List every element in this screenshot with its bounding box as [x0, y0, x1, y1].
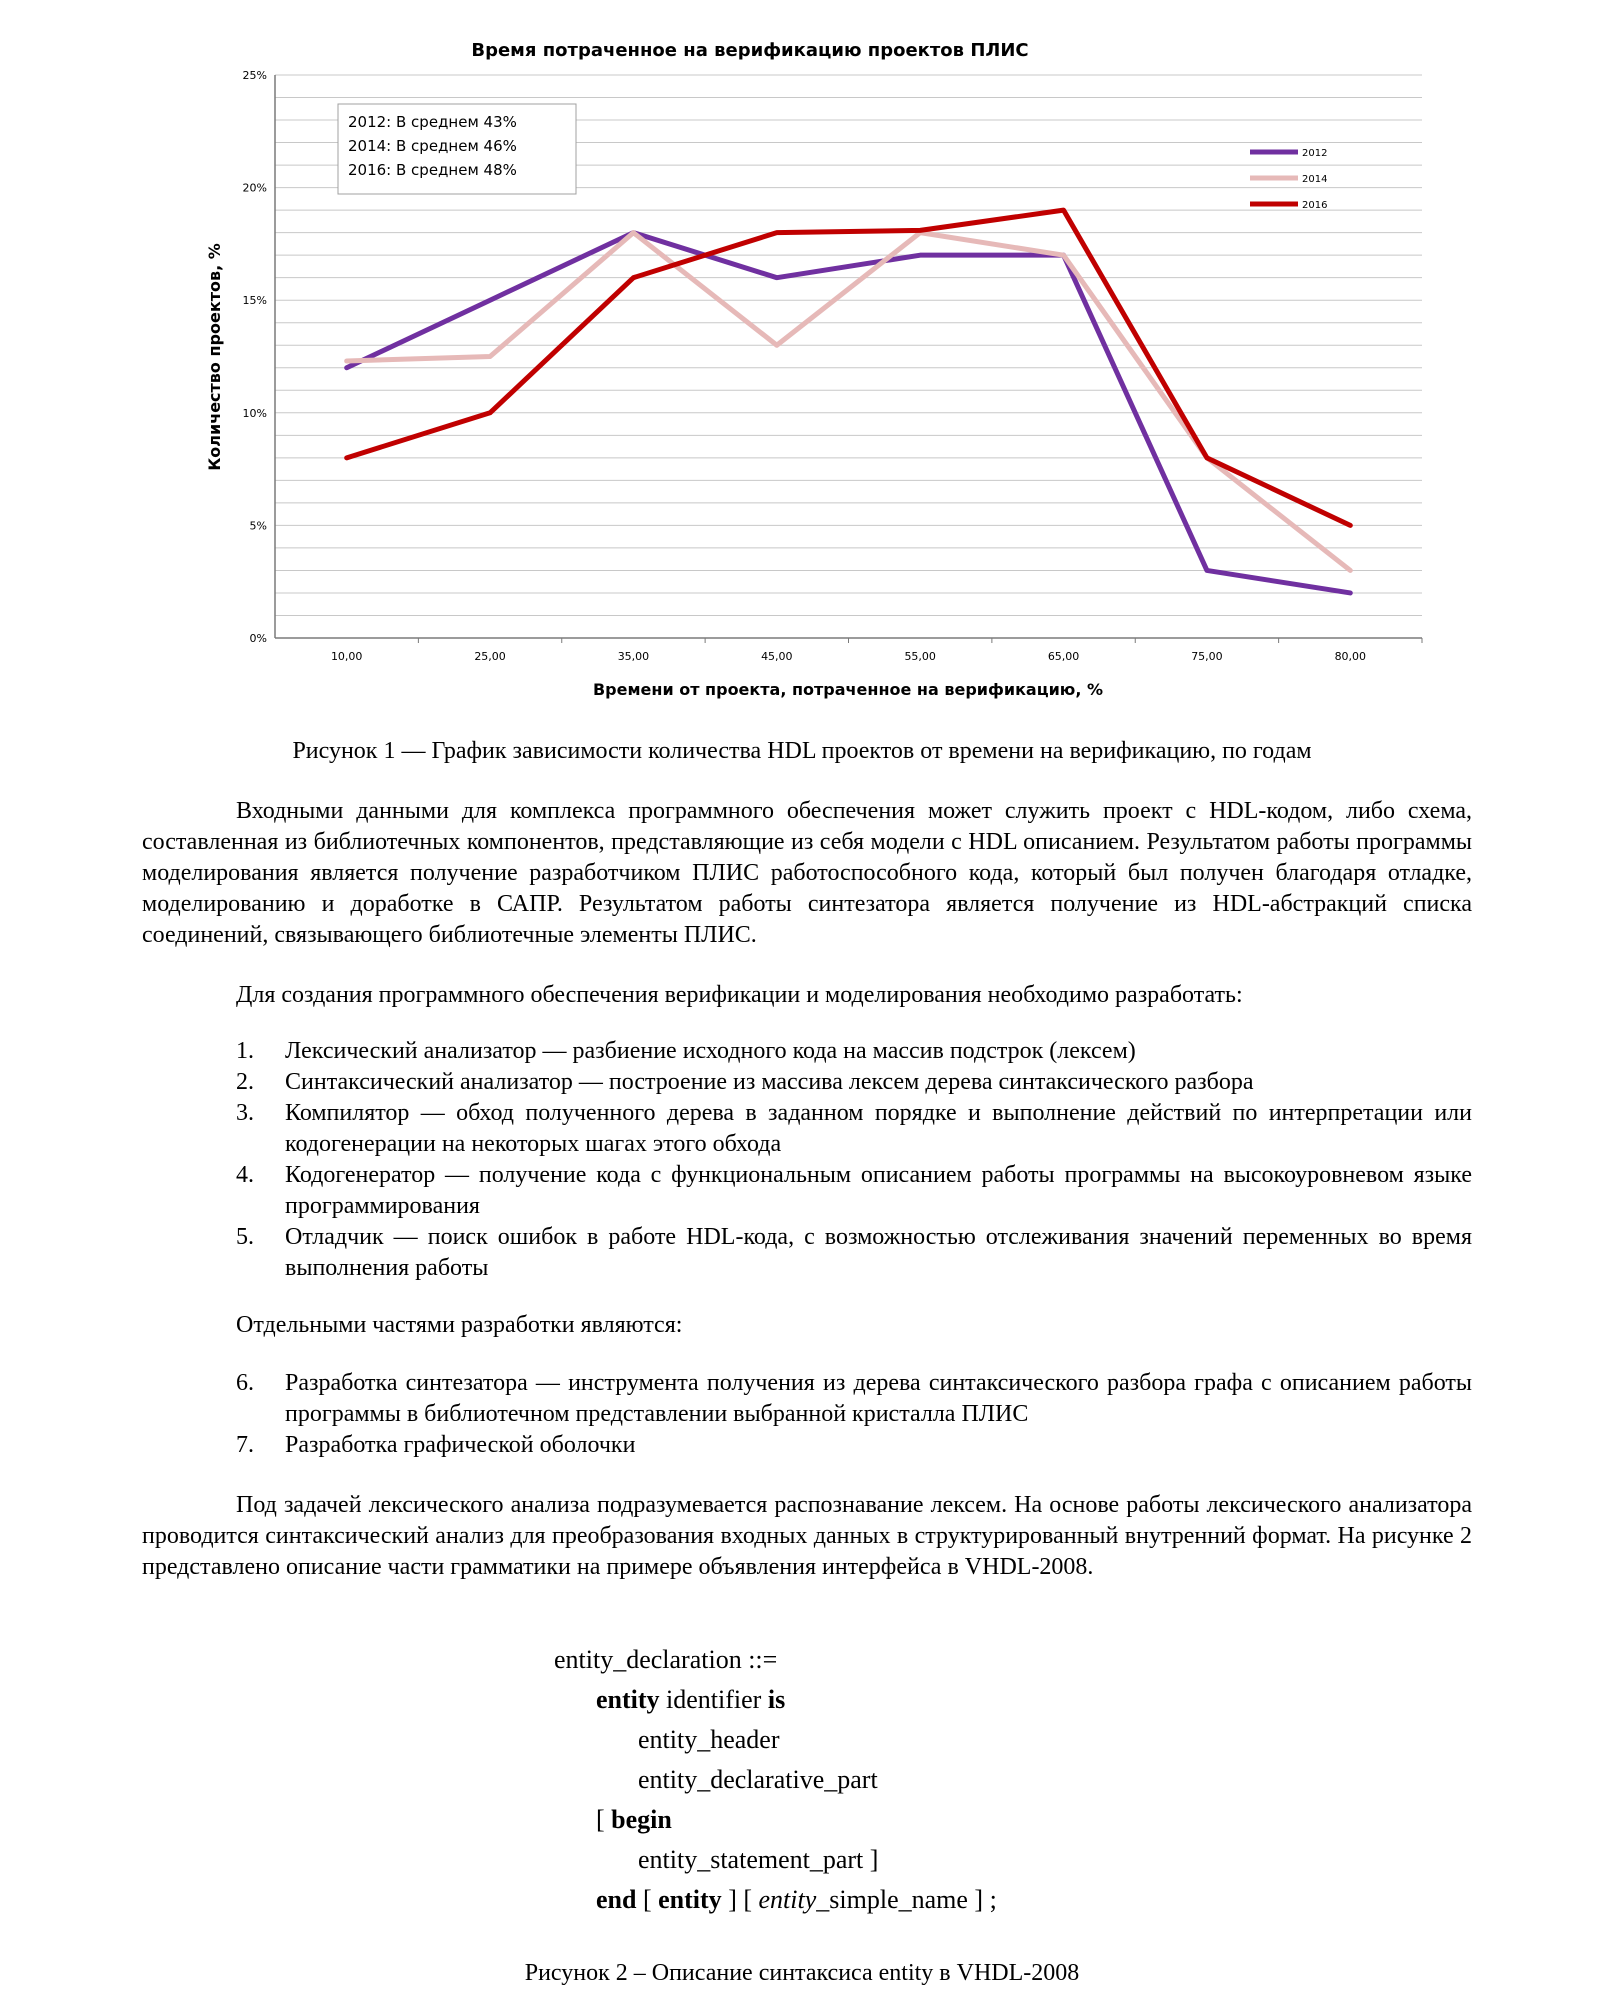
grammar-line: entity_header: [638, 1725, 780, 1754]
vhdl-entity-grammar: [554, 1640, 997, 1920]
grammar-line: entity_statement_part ]: [638, 1845, 879, 1874]
figure-1-caption: Рисунок 1 — График зависимости количества HDL проектов от времени на верификацию, по годам: [292, 738, 1312, 764]
figure-2-caption: Рисунок 2 – Описание синтаксиса entity в VHDL-2008: [524, 1960, 1080, 1986]
x-tick-label: 35,00: [617, 650, 650, 663]
legend-label-2016: 2016: [1302, 200, 1328, 211]
list-item-number: 5.: [236, 1224, 254, 1250]
x-tick-label: 25,00: [474, 650, 506, 663]
paragraph-inputs: Входными данными для комплекса программного обеспечения может служить проект с HDL-кодом, либо схема, составленная из библиотечных компонентов, представляющие из себя модели с HDL описанием. Результатом работы программы моделирования является получение разработчиком ПЛИС работоспособного кода, который был получен благодаря отладке, моделированию и доработке в САПР. Результатом работы синтезатора является получение из HDL-абстракций списка соединений, связывающего библиотечные элементы ПЛИС.: [142, 798, 1472, 948]
list-item-text: Разработка графической оболочки: [285, 1432, 636, 1458]
x-tick-label: 10,00: [330, 650, 363, 663]
list-item-text: Отладчик — поиск ошибок в работе HDL-кода, с возможностью отслеживания значений переменных во время выполнения работы: [285, 1224, 1472, 1281]
paragraph-develop-intro: Для создания программного обеспечения верификации и моделирования необходимо разработать:: [236, 982, 1243, 1008]
legend-label-2012: 2012: [1302, 148, 1328, 159]
parts-list: [142, 1368, 1472, 1461]
list-item: [142, 1067, 1472, 1098]
development-list: [142, 1036, 1472, 1284]
paragraph-lexical-analysis: Под задачей лексического анализа подразумевается распознавание лексем. На основе работы лексического анализатора проводится синтаксический анализ для преобразования входных данных в структурированный внутренний формат. На рисунке 2 представлено описание части грамматики на примере объявления интерфейса в VHDL-2008.: [142, 1492, 1472, 1580]
y-tick-label: 15%: [242, 294, 267, 308]
y-tick-label: 20%: [242, 181, 267, 195]
list-item-text: Компилятор — обход полученного дерева в заданном порядке и выполнение действий по интерпретации или кодогенерации на некоторых шагах этого обхода: [285, 1100, 1472, 1157]
legend-label-2014: 2014: [1302, 174, 1328, 185]
x-tick-label: 65,00: [1047, 650, 1080, 663]
list-item-number: 6.: [236, 1370, 254, 1396]
list-item: [142, 1222, 1472, 1284]
y-tick-label: 5%: [249, 519, 267, 533]
list-item-number: 4.: [236, 1162, 254, 1188]
list-item: [142, 1430, 1472, 1461]
list-item: [142, 1098, 1472, 1160]
list-item-text: Разработка синтезатора — инструмента получения из дерева синтаксического разбора графа с описанием работы программы в библиотечном представлении выбранной кристалла ПЛИС: [285, 1370, 1472, 1427]
x-tick-label: 45,00: [761, 650, 793, 663]
y-axis-label: Количество проектов, %: [205, 243, 224, 471]
annotation-2014: 2014: В среднем 46%: [348, 137, 517, 155]
list-item-number: 2.: [236, 1069, 254, 1095]
list-item-number: 3.: [236, 1100, 254, 1126]
annotation-2016: 2016: В среднем 48%: [348, 161, 517, 179]
x-tick-labels: [331, 638, 1422, 663]
grammar-line: end [ entity ] [ entity_simple_name ] ;: [596, 1885, 997, 1914]
grammar-line: entity identifier is: [596, 1685, 786, 1714]
list-item-number: 7.: [236, 1432, 254, 1458]
x-tick-label: 75,00: [1191, 650, 1223, 663]
grammar-line: entity_declaration ::=: [554, 1645, 778, 1674]
paragraph-parts-intro: Отдельными частями разработки являются:: [236, 1312, 683, 1338]
annotation-2012: 2012: В среднем 43%: [348, 113, 517, 131]
list-item: [142, 1036, 1472, 1067]
list-item-number: 1.: [236, 1038, 254, 1064]
y-tick-label: 0%: [249, 632, 267, 645]
x-axis-label: Времени от проекта, потраченное на верификацию, %: [592, 680, 1104, 699]
list-item: [142, 1368, 1472, 1430]
chart-legend: [1250, 148, 1327, 211]
chart-title: Время потраченное на верификацию проектов ПЛИС: [471, 40, 1029, 61]
grammar-line: [ begin: [596, 1805, 672, 1834]
list-item-text: Синтаксический анализатор — построение из массива лексем дерева синтаксического разбора: [285, 1069, 1254, 1095]
verification-time-chart: [190, 20, 1450, 710]
grammar-line: entity_declarative_part: [638, 1765, 878, 1794]
y-tick-labels: [243, 69, 267, 645]
y-tick-label: 10%: [242, 406, 267, 420]
x-tick-label: 80,00: [1334, 650, 1367, 663]
y-tick-label: 25%: [242, 69, 267, 82]
chart-series: [347, 210, 1351, 593]
x-tick-label: 55,00: [904, 650, 936, 663]
series-line-2014: [347, 233, 1351, 571]
list-item-text: Кодогенератор — получение кода с функциональным описанием работы программы на высокоуровневом языке программирования: [285, 1162, 1472, 1219]
list-item: [142, 1160, 1472, 1222]
averages-annotation-box: [338, 104, 576, 194]
list-item-text: Лексический анализатор — разбиение исходного кода на массив подстрок (лексем): [285, 1038, 1136, 1064]
